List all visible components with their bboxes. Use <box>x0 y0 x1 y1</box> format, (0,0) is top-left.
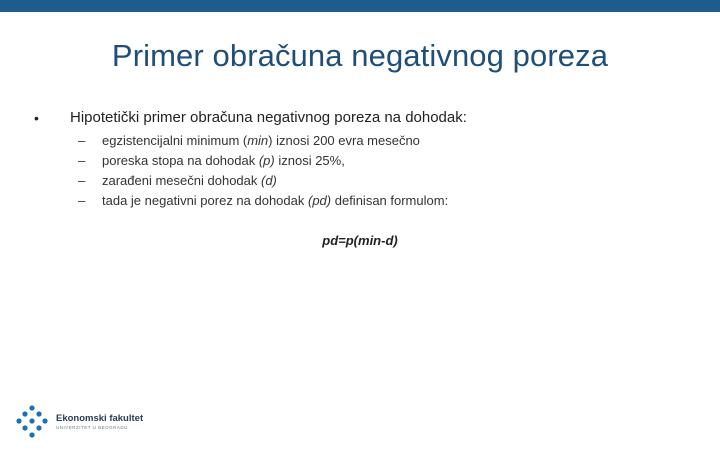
sub-bullet-text: poreska stopa na dohodak (p) iznosi 25%, <box>102 153 345 168</box>
dash-marker: – <box>78 133 86 148</box>
sub-bullet-text: egzistencijalni minimum (min) iznosi 200 evra mesečno <box>102 133 420 148</box>
dots-logo-icon <box>16 405 50 441</box>
bullet-text: Hipotetički primer obračuna negativnog poreza na dohodak: <box>70 109 467 126</box>
dash-marker: – <box>78 193 86 208</box>
slide-title: Primer obračuna negativnog poreza <box>111 38 609 73</box>
dash-marker: – <box>78 153 86 168</box>
faculty-logo <box>16 405 156 441</box>
sub-bullet-text: zarađeni mesečni dohodak (d) <box>102 173 277 188</box>
logo-name: Ekonomski fakultet <box>56 413 144 424</box>
logo-subtitle: UNIVERZITET U BEOGRADU <box>56 425 128 430</box>
sub-bullet-text: tada je negativni porez na dohodak (pd) definisan formulom: <box>102 193 449 208</box>
dash-marker: – <box>78 173 86 188</box>
formula: pd=p(min-d) <box>322 233 398 248</box>
bullet-marker: • <box>34 110 39 126</box>
top-accent-bar <box>0 0 720 12</box>
